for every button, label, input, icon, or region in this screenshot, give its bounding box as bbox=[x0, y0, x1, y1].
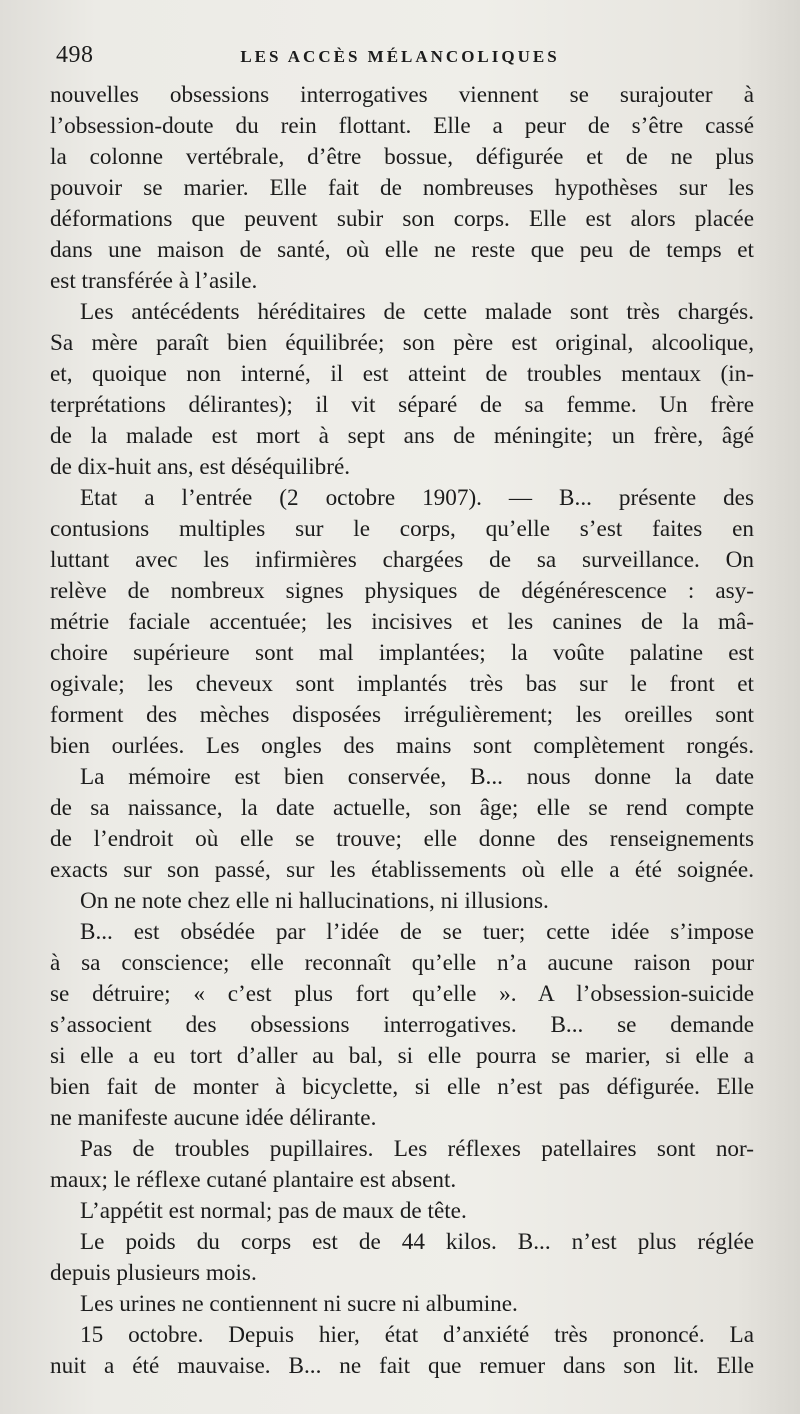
text-line: Les antécédents héréditaires de cette malade sont très chargés. bbox=[80, 299, 754, 325]
text-line: de l’endroit où elle se trouve; elle donne des renseignements bbox=[50, 826, 754, 852]
text-line: On ne note chez elle ni hallucinations, ni illusions. bbox=[80, 888, 549, 914]
text-line: de la malade est mort à sept ans de méningite; un frère, âgé bbox=[50, 423, 754, 449]
text-line: bien ourlées. Les ongles des mains sont complètement rongés. bbox=[50, 733, 754, 759]
text-line: l’obsession-doute du rein flottant. Elle a peur de s’être cassé bbox=[50, 113, 754, 139]
body-text bbox=[50, 80, 754, 1382]
text-line: luttant avec les infirmières chargées de sa surveillance. On bbox=[50, 547, 754, 573]
text-line: exacts sur son passé, sur les établissements où elle a été soignée. bbox=[50, 857, 754, 883]
text-line: B... est obsédée par l’idée de se tuer; cette idée s’impose bbox=[80, 919, 754, 945]
text-line: de sa naissance, la date actuelle, son âge; elle se rend compte bbox=[50, 795, 754, 821]
text-line: ogivale; les cheveux sont implantés très bas sur le front et bbox=[50, 671, 754, 697]
text-line: relève de nombreux signes physiques de dégénérescence : asy- bbox=[50, 578, 754, 604]
text-line: déformations que peuvent subir son corps. Elle est alors placée bbox=[50, 206, 754, 232]
text-line: et, quoique non interné, il est atteint de troubles mentaux (in- bbox=[50, 361, 754, 387]
text-line: 15 octobre. Depuis hier, état d’anxiété très prononcé. La bbox=[80, 1322, 754, 1348]
text-line: est transférée à l’asile. bbox=[50, 268, 258, 294]
text-line: se détruire; « c’est plus fort qu’elle ». A l’obsession-suicide bbox=[50, 981, 754, 1007]
text-line: Etat a l’entrée (2 octobre 1907). — B... présente des bbox=[80, 485, 754, 511]
text-line: métrie faciale accentuée; les incisives et les canines de la mâ- bbox=[50, 609, 754, 635]
page-number: 498 bbox=[56, 42, 94, 68]
text-line: Le poids du corps est de 44 kilos. B... n’est plus réglée bbox=[80, 1229, 754, 1255]
text-line: L’appétit est normal; pas de maux de tête. bbox=[80, 1198, 467, 1224]
text-line: de dix-huit ans, est déséquilibré. bbox=[50, 454, 351, 480]
text-line: la colonne vertébrale, d’être bossue, défigurée et de ne plus bbox=[50, 144, 754, 170]
text-line: Sa mère paraît bien équilibrée; son père est original, alcoolique, bbox=[50, 330, 754, 356]
text-line: choire supérieure sont mal implantées; la voûte palatine est bbox=[50, 640, 754, 666]
text-line: Pas de troubles pupillaires. Les réflexes patellaires sont nor- bbox=[80, 1136, 754, 1162]
text-line: dans une maison de santé, où elle ne reste que peu de temps et bbox=[50, 237, 754, 263]
running-title: LES ACCÈS MÉLANCOLIQUES bbox=[240, 47, 560, 66]
page-header bbox=[50, 42, 750, 72]
text-line: La mémoire est bien conservée, B... nous donne la date bbox=[80, 764, 754, 790]
text-line: nouvelles obsessions interrogatives viennent se surajouter à bbox=[50, 82, 754, 108]
text-line: si elle a eu tort d’aller au bal, si elle pourra se marier, si elle a bbox=[50, 1043, 754, 1069]
text-line: s’associent des obsessions interrogatives. B... se demande bbox=[50, 1012, 754, 1038]
text-line: bien fait de monter à bicyclette, si elle n’est pas défigurée. Elle bbox=[50, 1074, 754, 1100]
text-line: depuis plusieurs mois. bbox=[50, 1260, 257, 1286]
text-line: forment des mèches disposées irrégulièrement; les oreilles sont bbox=[50, 702, 754, 728]
text-line: pouvoir se marier. Elle fait de nombreuses hypothèses sur les bbox=[50, 175, 754, 201]
text-line: contusions multiples sur le corps, qu’elle s’est faites en bbox=[50, 516, 754, 542]
text-line: à sa conscience; elle reconnaît qu’elle n’a aucune raison pour bbox=[50, 950, 754, 976]
text-line: ne manifeste aucune idée délirante. bbox=[50, 1105, 377, 1131]
text-line: terprétations délirantes); il vit séparé de sa femme. Un frère bbox=[50, 392, 754, 418]
text-line: Les urines ne contiennent ni sucre ni albumine. bbox=[80, 1291, 518, 1317]
text-line: nuit a été mauvaise. B... ne fait que remuer dans son lit. Elle bbox=[50, 1353, 754, 1379]
text-line: maux; le réflexe cutané plantaire est absent. bbox=[50, 1167, 457, 1193]
